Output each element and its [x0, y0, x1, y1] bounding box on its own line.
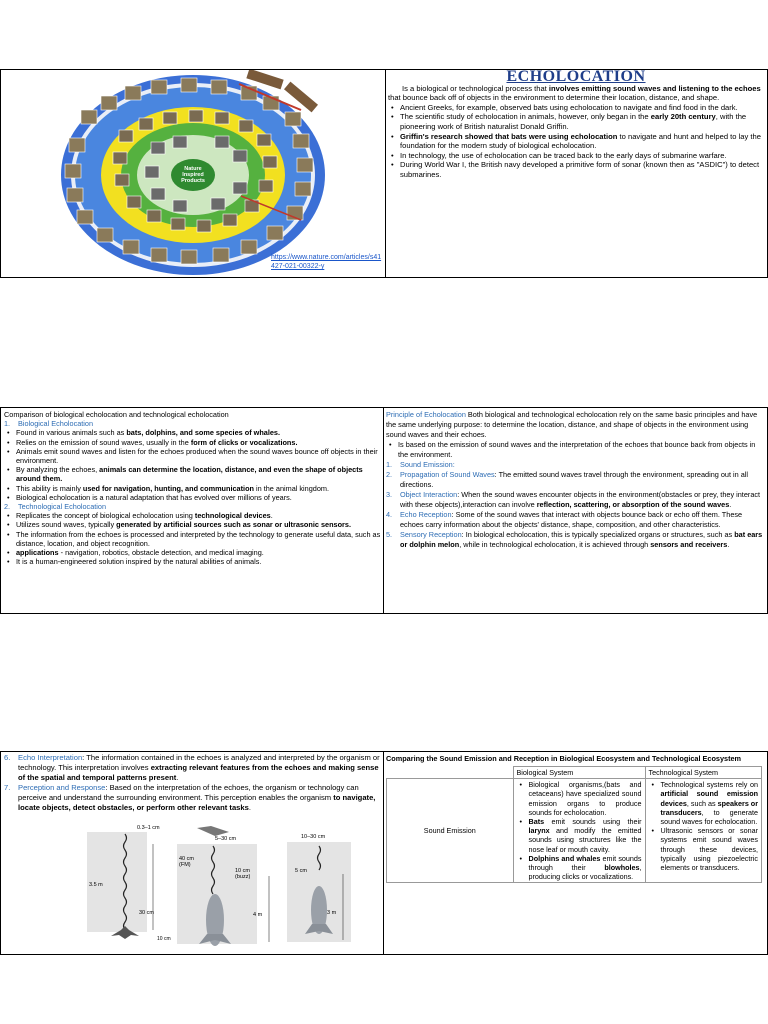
principle-column — [386, 410, 764, 550]
list-item: • Ancient Greeks, for example, observed bats using echolocation to navigate and find food in the dark. — [400, 103, 764, 113]
column-header: Biological System — [513, 767, 645, 779]
list-item: • Ultrasonic sensors or sonar systems emit sound waves through these devices, typically using piezoelectric elements or transducers. — [661, 826, 759, 872]
list-item: • Bats emit sounds using their larynx and modify the emitted sounds using structures like the nose leaf or mouth cavity. — [529, 817, 642, 854]
tech-heading-list: 2. Technological Echolocation — [4, 502, 107, 512]
intro-paragraph — [388, 84, 764, 103]
bio-heading: Biological Echolocation — [18, 419, 94, 429]
step-item: 7. Perception and Response: Based on the interpretation of the echoes, the organism or technology can perceive and understand the surrounding environment. This perception enables the organism to navigate, locate objects, detect obstacles, or perform other relevant tasks. — [4, 783, 376, 812]
figure-label: 10 cm (buzz) — [235, 868, 251, 880]
figure-label: 3.5 m — [89, 882, 103, 888]
figure-label: 0.3–1 cm — [137, 825, 160, 831]
figure-label: 30 cm — [139, 910, 154, 916]
figure-label: 40 cm (FM) — [179, 856, 194, 868]
list-item: • Animals emit sound waves and listen for the echoes produced when the sound waves bounce off objects in their environment. — [16, 447, 381, 465]
list-item: • In technology, the use of echolocation can be traced back to the early days of submarine warfare. — [400, 151, 764, 161]
comparison-table — [386, 766, 762, 883]
figure-label: 3 m — [327, 910, 337, 916]
step-item: 5. Sensory Reception: In biological echolocation, this is typically specialized organs or structures, such as bat ears or dolphin melon, while in technological echolocation, it is achieved through sensors and receivers. — [386, 530, 763, 549]
panel-echolocation-intro — [0, 69, 768, 278]
tech-cell — [645, 779, 762, 883]
list-item: • Is based on the emission of sound waves and the interpretation of the echoes that bounce back from objects in the environment. — [398, 440, 764, 460]
step-item: 3. Object Interaction: When the sound waves encounter objects in the environment(obstacles or prey, they interact with these objects),interaction can involve reflection, scattering, or absorption of the sound waves. — [386, 490, 761, 509]
comparison-table-block — [386, 754, 764, 883]
figure-label: 4 m — [253, 912, 263, 918]
tech-bullets — [4, 511, 381, 566]
list-item: • It is a human-engineered solution inspired by the natural abilities of animals. — [16, 557, 381, 566]
intro-bullets — [388, 103, 764, 180]
step-item: 1. Sound Emission: — [386, 460, 455, 469]
intro-post: that bounce back off of objects in the environment to determine their location, distance, and shape. — [388, 93, 720, 103]
echolocation-text — [388, 68, 764, 180]
bio-cell — [513, 779, 645, 883]
comparison-column — [4, 410, 381, 566]
list-item: • Griffin's research showed that bats were using echolocation to navigate and hunt and helped to lay the foundation for the modern study of biological echolocation. — [400, 132, 764, 151]
panel-comparison-principle — [0, 407, 768, 614]
interpretation-steps — [4, 753, 381, 813]
list-item: • Technological systems rely on artificial sound emission devices, such as speakers or transducers, to generate sound waves for echolocation. — [661, 780, 759, 826]
row-label: Sound Emission — [387, 779, 514, 883]
panel-interpretation-table — [0, 751, 768, 955]
figure-illustration — [87, 824, 355, 954]
intro-bold: involves emitting sound waves and listening to the echoes — [548, 83, 761, 93]
list-item: • The information from the echoes is processed and interpreted by the technology to generate useful data, such as distance, location, and object recognition. — [16, 530, 381, 548]
page-title: ECHOLOCATION — [506, 68, 646, 85]
list-item: • Replicates the concept of biological echolocation using technological devices. — [16, 511, 381, 520]
list-item: • This ability is mainly used for navigation, hunting, and communication in the animal kingdom. — [16, 484, 381, 493]
tech-heading: Technological Echolocation — [18, 502, 107, 512]
diagram-center-label: Nature Inspired Products — [181, 166, 205, 184]
step-item: 6. Echo Interpretation: The information contained in the echoes is analyzed and interpreted by the organism or technology. This interpretation involves extracting relevant features from the echoes and making sense of the spatial and temporal patterns present. — [4, 753, 380, 782]
list-item: • Utilizes sound waves, typically generated by artificial sources such as sonar or ultrasonic sensors. — [16, 520, 381, 529]
comparison-title: Comparison of biological echolocation and technological echolocation — [4, 410, 229, 419]
table-title: Comparing the Sound Emission and Reception in Biological Ecosystem and Technological Ecosystem — [386, 754, 742, 763]
principle-intro: Principle of Echolocation Both biological and technological echolocation rely on the same basic principles and have the same underlying purpose: to determine the location, distance, and shape of objects in the environment using sound waves and their echoes. — [386, 410, 758, 439]
step-item: 2. Propagation of Sound Waves: The emitted sound waves travel through the environment, spreading out in all directions. — [386, 470, 749, 489]
principle-steps — [386, 460, 764, 550]
figure-label: 10–30 cm — [301, 834, 326, 840]
bio-bullets — [4, 428, 381, 502]
interpretation-column — [4, 753, 381, 813]
figure-label: 5–30 cm — [215, 836, 237, 842]
source-link-text[interactable]: https://www.nature.com/articles/s41427-021-00322-y — [271, 254, 382, 270]
intro-pre: Is a biological or technological process that — [402, 83, 549, 93]
list-item: • Relies on the emission of sound waves, usually in the form of clicks or vocalizations. — [16, 438, 381, 447]
list-item: • Biological echolocation is a natural adaptation that has evolved over millions of years. — [16, 493, 381, 502]
table-row — [387, 779, 762, 883]
source-link[interactable] — [271, 253, 383, 271]
figure-label: 10 cm — [157, 936, 171, 942]
table-header-row — [387, 767, 762, 779]
echolocation-figure — [87, 824, 355, 954]
bio-heading-list: 1. Biological Echolocation — [4, 419, 94, 429]
list-item: • During World War I, the British navy developed a primitive form of sonar (known then as "ASDIC") to detect submarines. — [400, 160, 764, 179]
list-item: • applications - navigation, robotics, obstacle detection, and medical imaging. — [16, 548, 381, 557]
figure-label: 5 cm — [295, 868, 307, 874]
step-item: 4. Echo Reception: Some of the sound waves that interact with objects bounce back or echo off them. These echoes carry information about the objects' distance, shape, composition, and other characteristics. — [386, 510, 743, 529]
list-item: • By analyzing the echoes, animals can determine the location, distance, and even the shape of objects around them. — [16, 465, 381, 483]
principle-bullets — [386, 440, 764, 460]
list-item: • The scientific study of echolocation in animals, however, only began in the early 20th century, with the pioneering work of British naturalist Donald Griffin. — [400, 112, 764, 131]
list-item: • Found in various animals such as bats, dolphins, and some species of whales. — [16, 428, 381, 437]
nature-inspired-diagram — [1, 70, 385, 277]
list-item: • Biological organisms,(bats and cetaceans) have specialized sound emission organs to produce sounds for echolocation. — [529, 780, 642, 817]
list-item: • Dolphins and whales emit sounds through their blowholes, producing clicks or vocalizations. — [529, 854, 642, 882]
column-header: Technological System — [645, 767, 762, 779]
principle-heading: Principle of Echolocation — [386, 410, 466, 419]
